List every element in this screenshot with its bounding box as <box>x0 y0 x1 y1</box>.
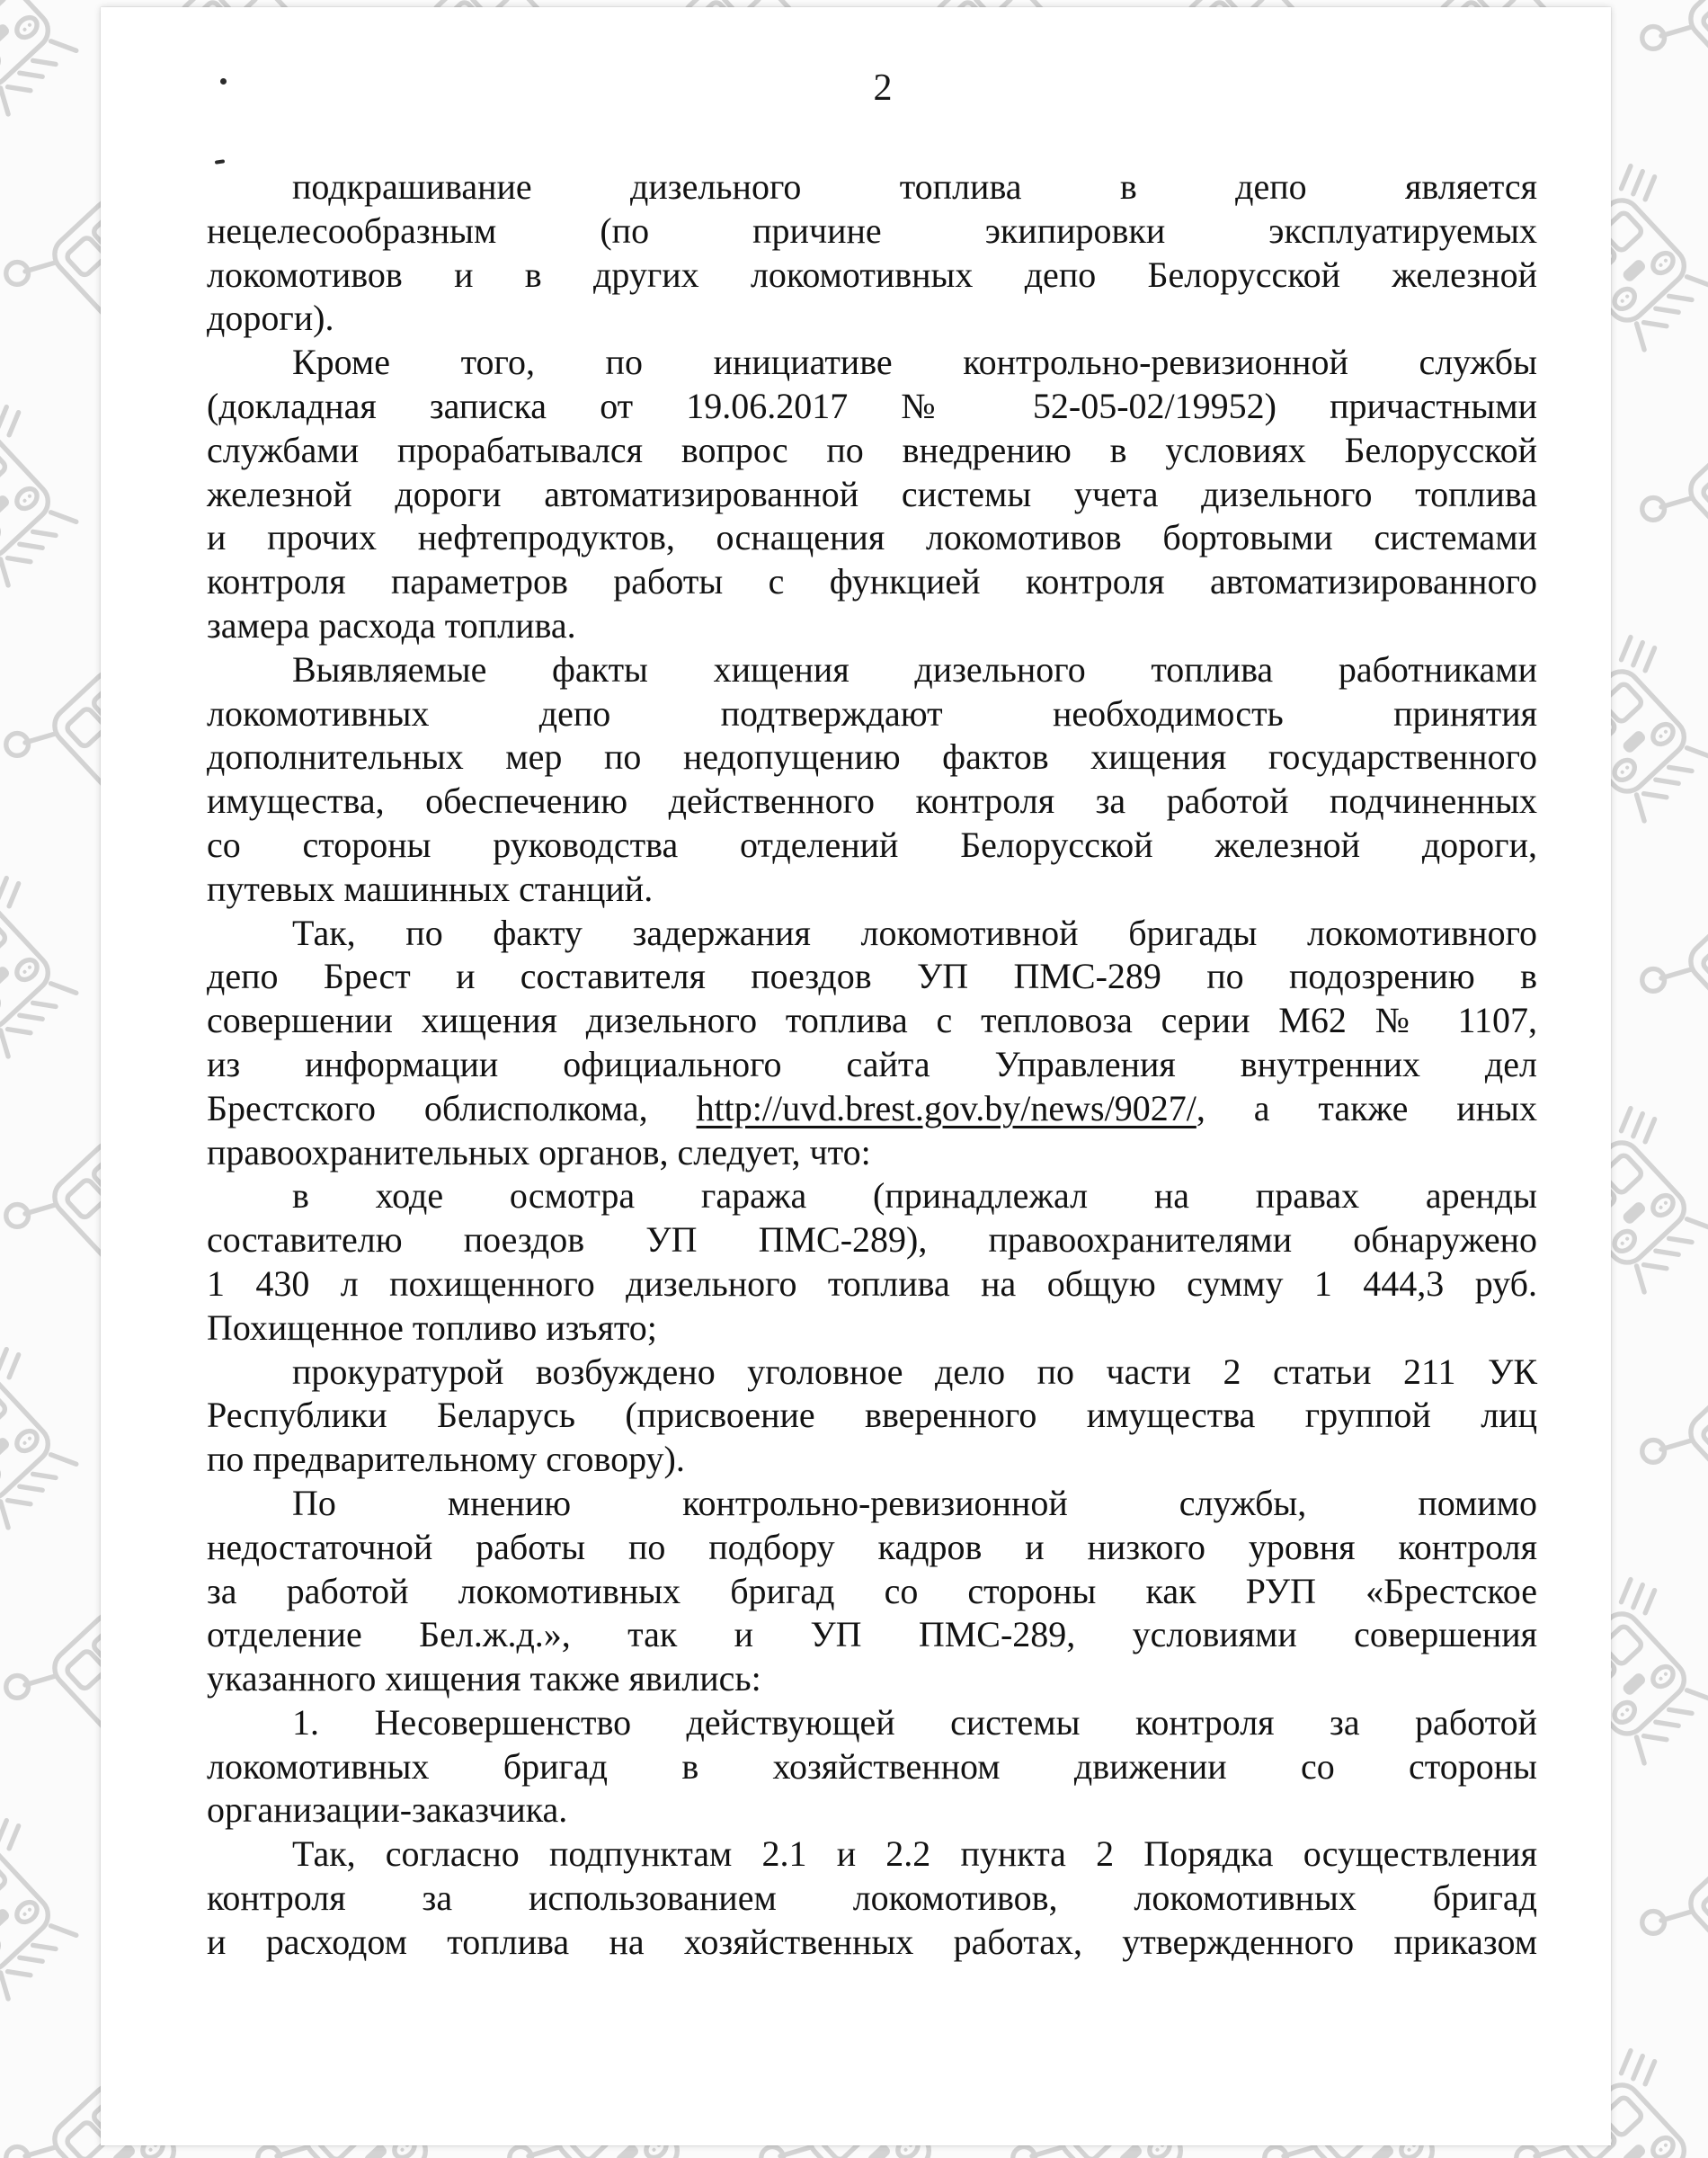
text-line <box>207 1087 1537 1131</box>
text-line: за работой локомотивных бригад со стороны как РУП «Брестское <box>207 1570 1537 1611</box>
page-number: 2 <box>873 67 893 109</box>
text-segment: , а также иных <box>1196 1087 1537 1128</box>
text-line: правоохранительных органов, следует, что: <box>207 1131 871 1173</box>
paragraph <box>207 1482 1537 1701</box>
paragraph <box>207 648 1537 912</box>
text-line: Похищенное топливо изъято; <box>207 1306 657 1348</box>
document-text <box>207 165 1537 1965</box>
uvd-brest-url-link[interactable]: http://uvd.brest.gov.by/news/9027/ <box>696 1087 1196 1128</box>
text-line: 1 430 л похищенного дизельного топлива на общую сумму 1 444,3 руб. <box>207 1262 1537 1304</box>
text-line: дополнительных мер по недопущению фактов хищения государственного <box>207 736 1537 778</box>
text-line: нецелесообразным (по причине экипировки эксплуатируемых <box>207 210 1537 251</box>
text-line: контроля параметров работы с функцией контроля автоматизированного <box>207 561 1537 602</box>
text-segment: Брестского облисполкома, <box>207 1087 697 1128</box>
text-line: прокуратурой возбуждено уголовное дело по части 2 статьи 211 УК <box>292 1351 1537 1392</box>
text-line: локомотивных бригад в хозяйственном движении со стороны <box>207 1745 1537 1787</box>
text-line: службами прорабатывался вопрос по внедрению в условиях Белорусской <box>207 429 1537 470</box>
paragraph <box>207 1701 1537 1833</box>
text-line: Так, согласно подпунктам 2.1 и 2.2 пункта 2 Порядка осуществления <box>292 1833 1537 1875</box>
text-line: в ходе осмотра гаража (принадлежал на правах аренды <box>292 1175 1537 1217</box>
text-line: Кроме того, по инициативе контрольно-ревизионной службы <box>292 342 1537 383</box>
text-line: локомотивов и в других локомотивных депо Белорусской железной <box>207 254 1537 295</box>
text-line: замера расхода топлива. <box>207 604 576 646</box>
text-line: совершении хищения дизельного топлива с тепловоза серии М62 № 1107, <box>207 1000 1537 1041</box>
text-line: Республики Беларусь (присвоение вверенного имущества группой лиц <box>207 1395 1537 1436</box>
text-line: По мнению контрольно-ревизионной службы, помимо <box>292 1482 1537 1523</box>
text-line: отделение Бел.ж.д.», так и УП ПМС-289, условиями совершения <box>207 1614 1537 1655</box>
text-line: путевых машинных станций. <box>207 868 654 909</box>
text-line: Так, по факту задержания локомотивной бригады локомотивного <box>292 912 1537 953</box>
text-line: 1. Несовершенство действующей системы контроля за работой <box>292 1701 1537 1743</box>
text-line: подкрашивание дизельного топлива в депо является <box>292 166 1537 207</box>
paragraph <box>207 341 1537 648</box>
text-line: железной дороги автоматизированной системы учета дизельного топлива <box>207 473 1537 514</box>
paragraph <box>207 912 1537 1175</box>
text-line: дороги). <box>207 298 334 339</box>
text-line: организации-заказчика. <box>207 1789 568 1831</box>
text-line: Выявляемые факты хищения дизельного топлива работниками <box>292 648 1537 690</box>
text-line: по предварительному сговору). <box>207 1439 685 1480</box>
text-line: указанного хищения также явились: <box>207 1658 761 1699</box>
text-line: депо Брест и составителя поездов УП ПМС-289 по подозрению в <box>207 956 1537 997</box>
text-line: и прочих нефтепродуктов, оснащения локомотивов бортовыми системами <box>207 517 1537 558</box>
text-line: составителю поездов УП ПМС-289), правоохранителями обнаружено <box>207 1219 1537 1261</box>
text-line: имущества, обеспечению действенного контроля за работой подчиненных <box>207 780 1537 822</box>
paragraph <box>207 1351 1537 1482</box>
text-line: недостаточной работы по подбору кадров и низкого уровня контроля <box>207 1526 1537 1567</box>
text-line: локомотивных депо подтверждают необходимость принятия <box>207 692 1537 734</box>
text-line: (докладная записка от 19.06.2017 № 52-05-02/19952) причастными <box>207 385 1537 426</box>
text-line: контроля за использованием локомотивов, локомотивных бригад <box>207 1877 1537 1919</box>
scan-artifact-dash <box>215 159 225 164</box>
text-line: со стороны руководства отделений Белорусской железной дороги, <box>207 824 1537 865</box>
text-line: и расходом топлива на хозяйственных работах, утвержденного приказом <box>207 1921 1537 1962</box>
text-line: из информации официального сайта Управления внутренних дел <box>207 1043 1537 1084</box>
paragraph <box>207 1174 1537 1350</box>
paragraph <box>207 165 1537 341</box>
paragraph <box>207 1833 1537 1964</box>
